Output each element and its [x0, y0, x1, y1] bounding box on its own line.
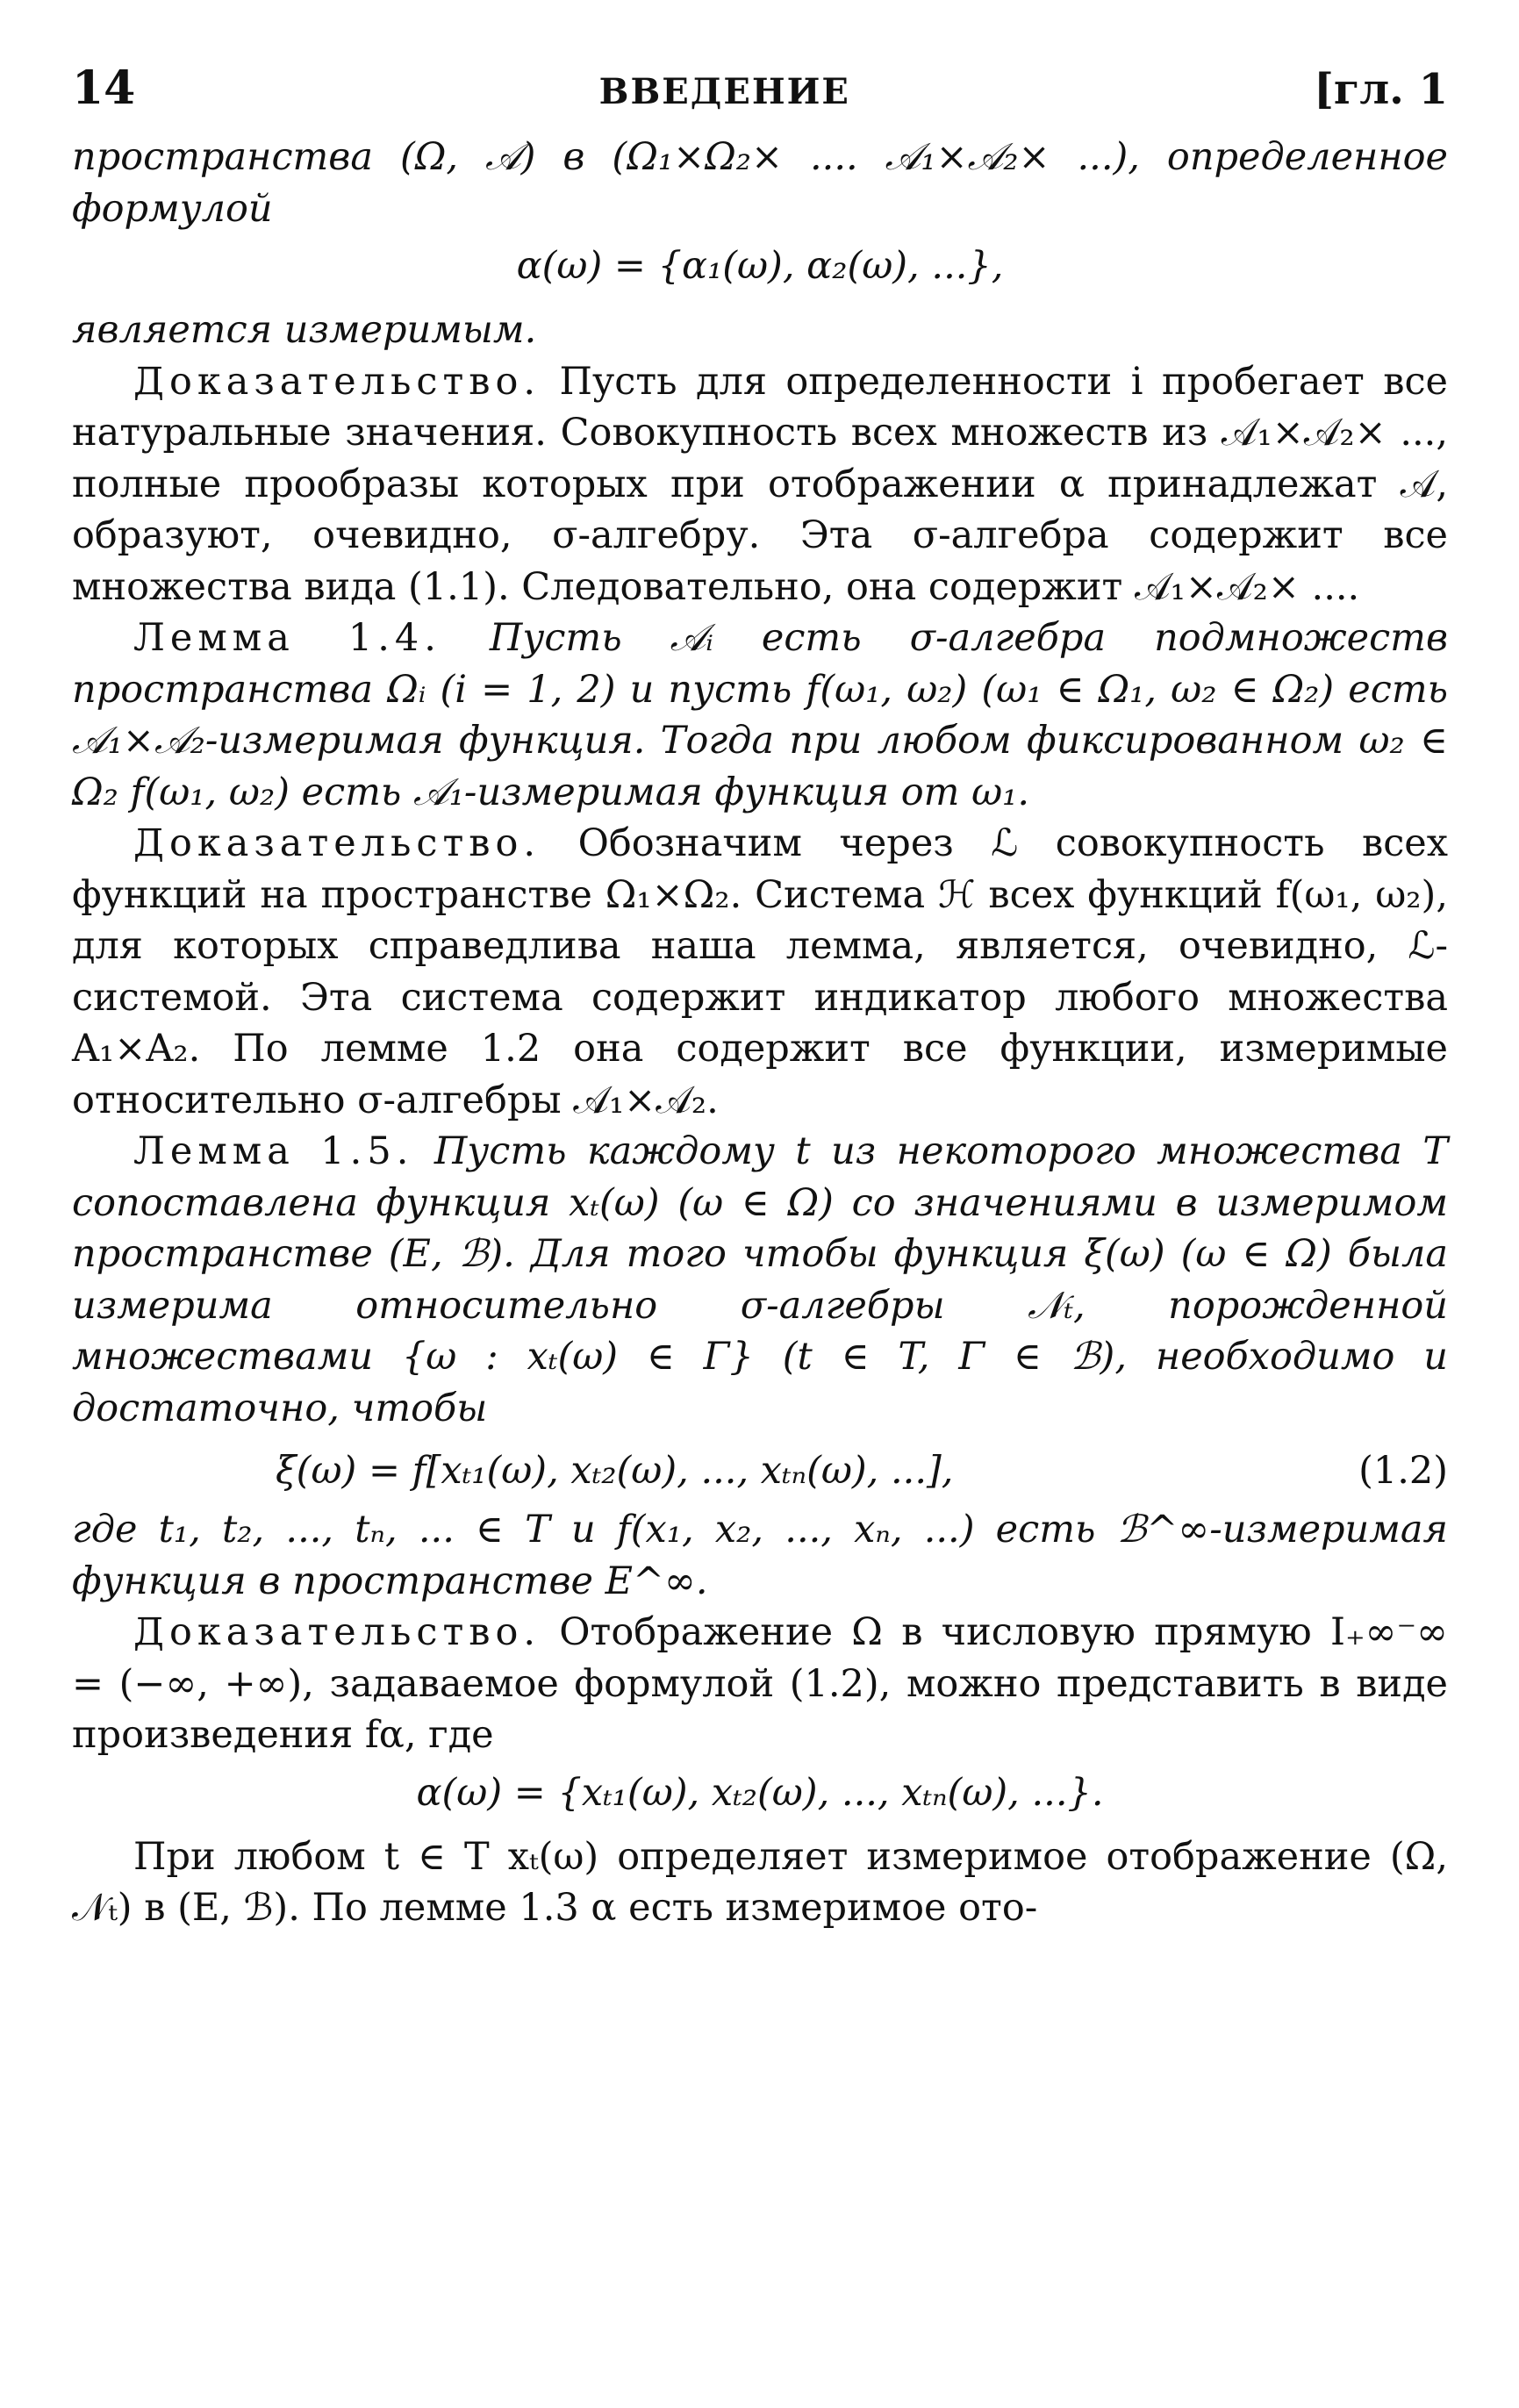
paragraph-proof-2: [72, 818, 1448, 1126]
equation-number: (1.2): [1358, 1449, 1448, 1493]
page-header: [72, 61, 1448, 132]
proof-label: Доказательство.: [133, 359, 541, 404]
formula-alpha: α(ω) = {α₁(ω), α₂(ω), ...},: [516, 244, 1004, 288]
proof-text: Обозначим через ℒ совокупность всех функций на пространстве Ω₁×Ω₂. Система ℋ всех функций f(ω₁, ω₂), для которых справедлива наша лемма, является, очевидно, ℒ-системой. Эта система содержит индикатор любого множества A₁×A₂. По лемме 1.2 она содержит все функции, измеримые относительно σ-алгебры 𝒜₁×𝒜₂.: [72, 821, 1448, 1122]
page-number: 14: [72, 61, 136, 115]
paragraph-lemma-continuation: пространства (Ω, 𝒜) в (Ω₁×Ω₂× .... 𝒜₁×𝒜₂× ...), определенное формулой: [72, 135, 1448, 231]
proof-text: Отображение Ω в числовую прямую I₊∞⁻∞ = (−∞, +∞), задаваемое формулой (1.2), можно представить в виде произведения fα, где: [72, 1610, 1448, 1757]
lemma-text: Пусть 𝒜ᵢ есть σ-алгебра подмножеств пространства Ωᵢ (i = 1, 2) и пусть f(ω₁, ω₂) (ω₁ ∈ Ω₁, ω₂ ∈ Ω₂) есть 𝒜₁×𝒜₂-измеримая функция. Тогда при любом фиксированном ω₂ ∈ Ω₂ f(ω₁, ω₂) есть 𝒜₁-измеримая функция от ω₁.: [72, 616, 1448, 814]
paragraph-measurable: является измеримым.: [72, 308, 537, 352]
proof-label: Доказательство.: [133, 1610, 541, 1654]
paragraph-final: При любом t ∈ T xₜ(ω) определяет измеримое отображение (Ω, 𝒩ₜ) в (E, ℬ). По лемме 1.3 α есть измеримое ото-: [72, 1834, 1448, 1930]
lemma-label: Лемма 1.4.: [133, 616, 441, 660]
paragraph-lemma-1-4: [72, 613, 1448, 818]
formula-alpha-2: α(ω) = {xₜ₁(ω), xₜ₂(ω), ..., xₜₙ(ω), ...}.: [416, 1770, 1104, 1815]
proof-label: Доказательство.: [133, 821, 541, 865]
proof-text: Пусть для определенности i пробегает все натуральные значения. Совокупность всех множеств из 𝒜₁×𝒜₂× ..., полные прообразы которых при отображении α принадлежат 𝒜, образуют, очевидно, σ-алгебру. Эта σ-алгебра содержит все множества вида (1.1). Следовательно, она содержит 𝒜₁×𝒜₂× ....: [72, 359, 1448, 609]
paragraph-proof-1: [72, 356, 1448, 613]
paragraph-lemma-1-5: [72, 1126, 1448, 1434]
lemma-label: Лемма 1.5.: [133, 1129, 414, 1173]
formula-1-2: [72, 1444, 1448, 1497]
paragraph-proof-3: [72, 1607, 1448, 1761]
paragraph-where: где t₁, t₂, ..., tₙ, ... ∈ T и f(x₁, x₂, ..., xₙ, ...) есть ℬ^∞-измеримая функция в пространстве E^∞.: [72, 1508, 1448, 1603]
chapter-label: [гл. 1: [1314, 65, 1448, 114]
lemma-text: Пусть каждому t из некоторого множества T сопоставлена функция xₜ(ω) (ω ∈ Ω) со значениями в измеримом пространстве (E, ℬ). Для того чтобы функция ξ(ω) (ω ∈ Ω) была измерима относительно σ-алгебры 𝒩ₜ, порожденной множествами {ω : xₜ(ω) ∈ Γ} (t ∈ T, Γ ∈ ℬ), необходимо и достаточно, чтобы: [72, 1129, 1448, 1430]
book-page: [72, 61, 1448, 1934]
formula-body: ξ(ω) = f[xₜ₁(ω), xₜ₂(ω), ..., xₜₙ(ω), ...],: [276, 1449, 954, 1493]
running-title: ВВЕДЕНИЕ: [598, 71, 850, 112]
